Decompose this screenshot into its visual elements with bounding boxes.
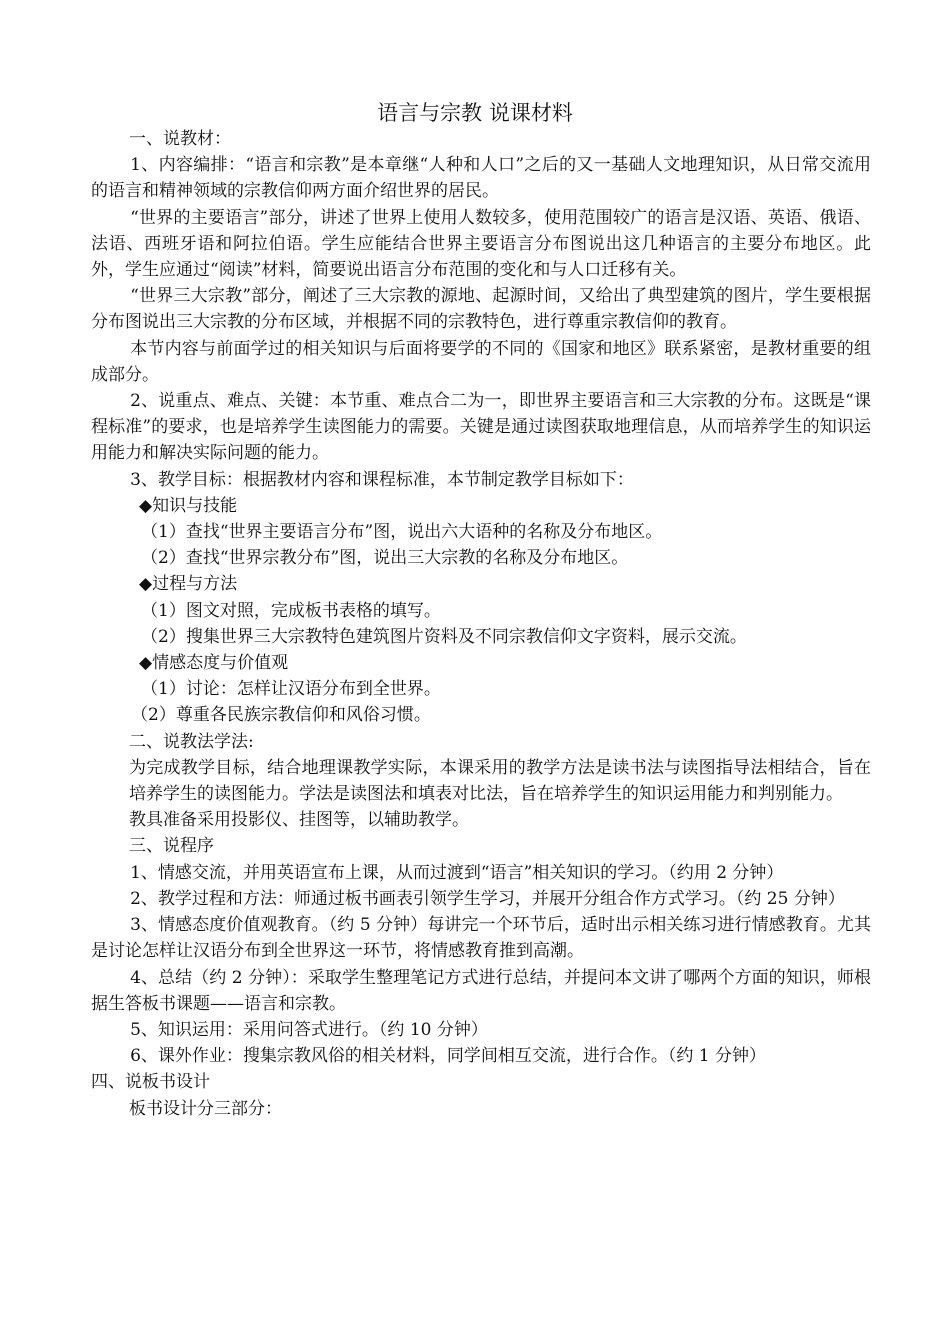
- paragraph-three-religions: “世界三大宗教”部分，阐述了三大宗教的源地、起源时间，又给出了典型建筑的图片，学生要根据分布图说出三大宗教的分布区域，并根据不同的宗教特色，进行尊重宗教信仰的教育。: [91, 286, 871, 333]
- goal-item: （1）查找“世界主要语言分布”图，说出六大语种的名称及分布地区。: [141, 522, 663, 543]
- section-heading-board-design: 四、说板书设计: [91, 1072, 210, 1093]
- paragraph-methods: 为完成教学目标，结合地理课教学实际，本课采用的教学方法是读书法与读图指导法相结合，旨在培养学生的读图能力。学法是读图法和填表对比法，旨在培养学生的知识运用能力和判别能力。: [129, 757, 871, 805]
- procedure-step: 1、情感交流，并用英语宣布上课，从而过渡到“语言”相关知识的学习。（约用 2 分钟）: [130, 862, 784, 883]
- procedure-step: 4、总结（约 2 分钟）：采取学生整理笔记方式进行总结，并提问本文讲了哪两个方面的知识，师根据生答板书课题——语言和宗教。: [91, 967, 871, 1014]
- goal-item: （1）图文对照，完成板书表格的填写。: [141, 600, 441, 621]
- goal-item: （2）搜集世界三大宗教特色建筑图片资料及不同宗教信仰文字资料，展示交流。: [141, 626, 747, 647]
- document-body: [91, 126, 871, 1122]
- paragraph-teaching-aids: 教具准备采用投影仪、挂图等，以辅助教学。: [129, 810, 469, 831]
- goal-heading-knowledge: ◆知识与技能: [139, 495, 238, 516]
- goal-item: （1）讨论：怎样让汉语分布到全世界。: [141, 679, 441, 700]
- section-heading-textbook: 一、说教材：: [129, 129, 231, 149]
- goal-item: （2）查找“世界宗教分布”图，说出三大宗教的名称及分布地区。: [141, 548, 629, 569]
- paragraph-section-relation: 本节内容与前面学过的相关知识与后面将要学的不同的《国家和地区》联系紧密，是教材重要的组成部分。: [91, 338, 871, 385]
- section-heading-procedure: 三、说程序: [129, 836, 214, 857]
- goal-heading-attitude: ◆情感态度与价值观: [139, 653, 289, 674]
- goal-heading-process: ◆过程与方法: [139, 574, 238, 595]
- procedure-step: 5、知识运用：采用问答式进行。（约 10 分钟）: [130, 1019, 488, 1040]
- paragraph-teaching-goals: 3、教学目标：根据教材内容和课程标准，本节制定教学目标如下：: [130, 469, 634, 490]
- paragraph-key-points: 2、说重点、难点、关键：本节重、难点合二为一，即世界主要语言和三大宗教的分布。这既是“课程标准”的要求，也是培养学生读图能力的需要。关键是通过读图获取地理信息，从而培养学生的知识运用能力和解决实际问题的能力。: [91, 391, 871, 464]
- paragraph-content-arrangement: 1、内容编排：“语言和宗教”是本章继“人种和人口”之后的又一基础人文地理知识，从日常交流用的语言和精神领域的宗教信仰两方面介绍世界的居民。: [91, 155, 871, 202]
- procedure-step: 2、教学过程和方法：师通过板书画表引领学生学习，并展开分组合作方式学习。（约 25 分钟）: [130, 888, 845, 909]
- procedure-step: 6、课外作业：搜集宗教风俗的相关材料，同学间相互交流，进行合作。（约 1 分钟）: [130, 1046, 767, 1067]
- paragraph-board-design: 板书设计分三部分：: [129, 1098, 282, 1119]
- goal-item: （2）尊重各民族宗教信仰和风俗习惯。: [131, 705, 431, 726]
- document-title: 语言与宗教 说课材料: [377, 101, 573, 125]
- paragraph-main-languages: “世界的主要语言”部分，讲述了世界上使用人数较多，使用范围较广的语言是汉语、英语、俄语、法语、西班牙语和阿拉伯语。学生应能结合世界主要语言分布图说出这几种语言的主要分布地区。此外，学生应通过“阅读”材料，简要说出语言分布范围的变化和与人口迁移有关。: [91, 207, 871, 281]
- procedure-step: 3、情感态度价值观教育。（约 5 分钟）每讲完一个环节后，适时出示相关练习进行情感教育。尤其是讨论怎样让汉语分布到全世界这一环节，将情感教育推到高潮。: [91, 915, 871, 962]
- section-heading-methods: 二、说教法学法:: [129, 731, 254, 752]
